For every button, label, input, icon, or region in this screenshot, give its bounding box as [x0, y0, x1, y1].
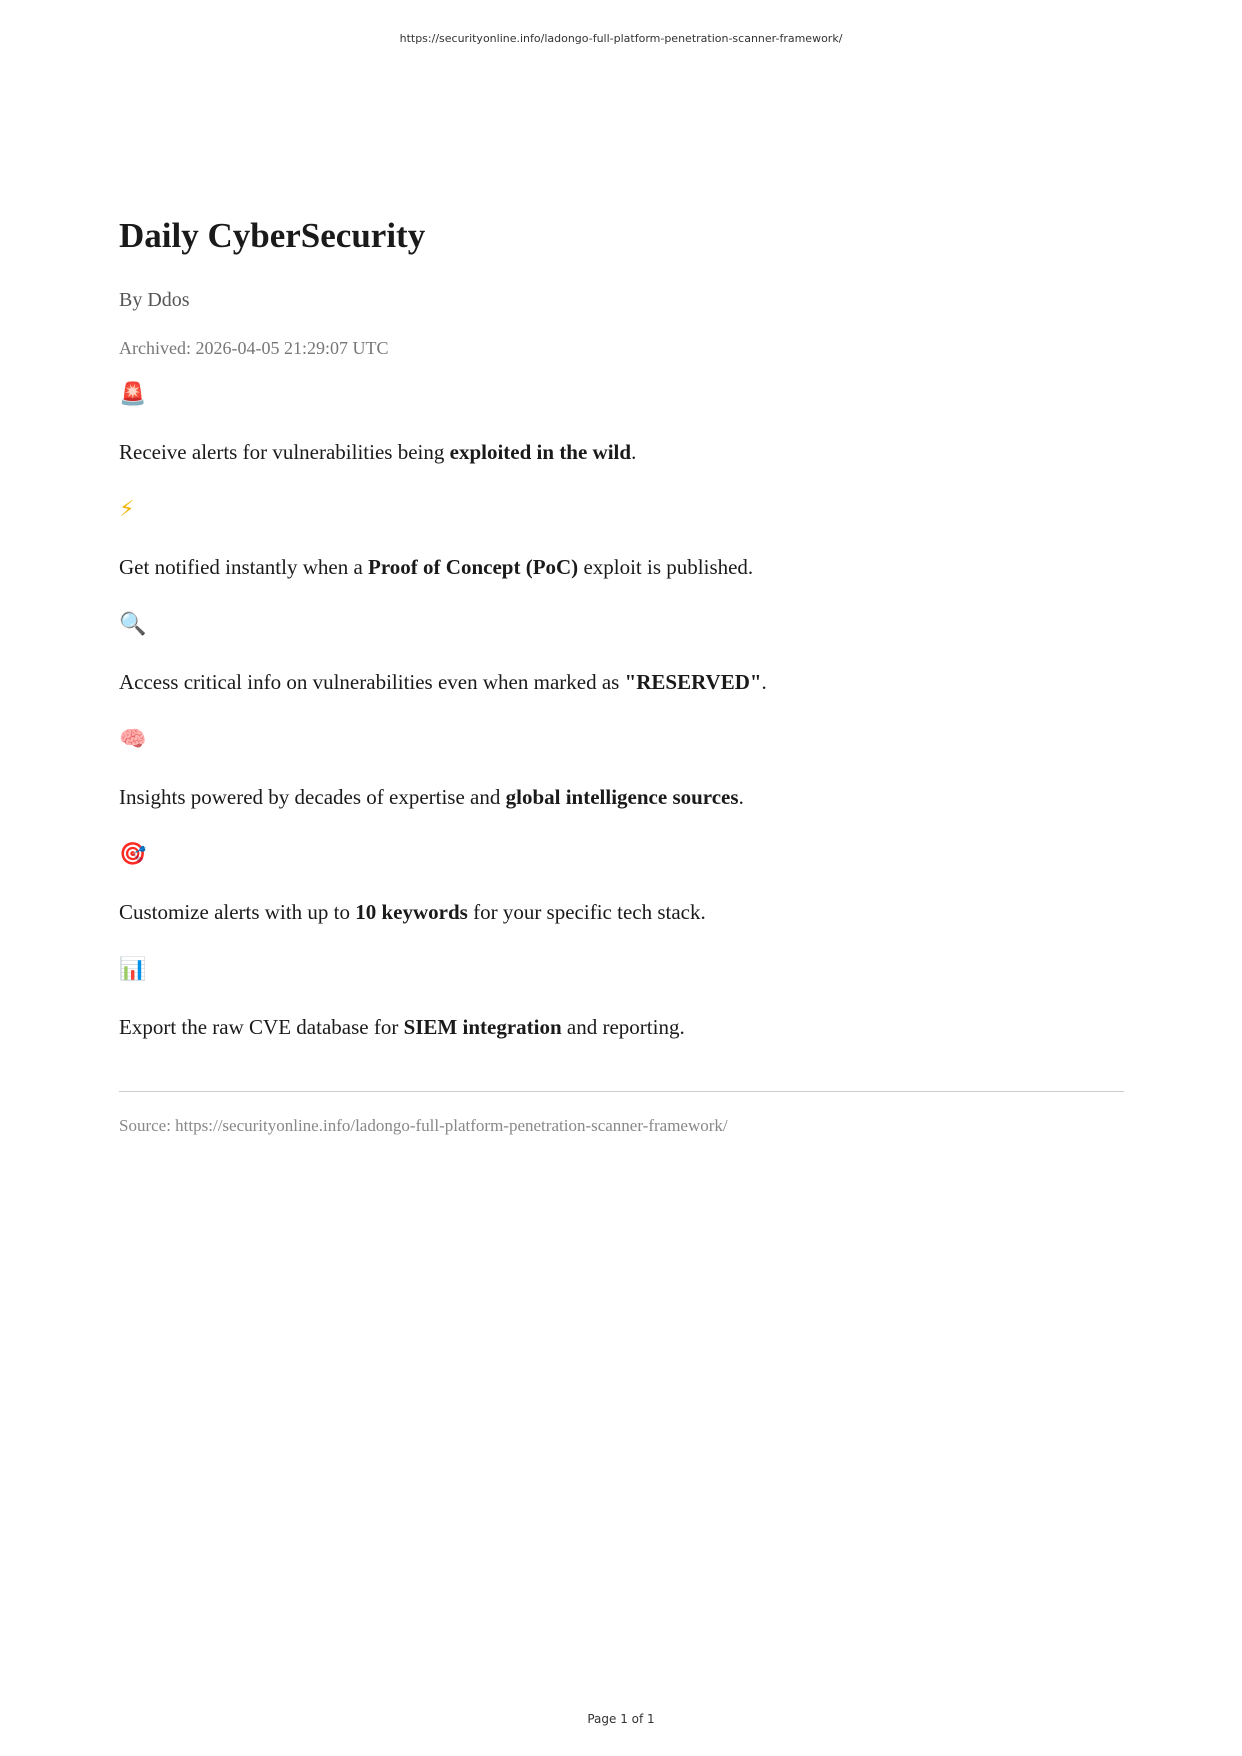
- source-link[interactable]: Source: https://securityonline.info/ladongo-full-platform-penetration-scanner-framework/: [119, 1116, 728, 1135]
- magnifying-glass-icon: 🔍: [119, 612, 147, 637]
- brain-icon: 🧠: [119, 727, 147, 752]
- feature-item: [119, 841, 1124, 926]
- target-icon: 🎯: [119, 842, 147, 867]
- divider: [119, 1091, 1124, 1092]
- feature-text: Export the raw CVE database for SIEM integration and reporting.: [119, 1015, 685, 1039]
- feature-item: [119, 611, 1124, 696]
- feature-text: Get notified instantly when a Proof of Concept (PoC) exploit is published.: [119, 555, 754, 579]
- author-byline: By Ddos: [119, 289, 190, 311]
- feature-text: Customize alerts with up to 10 keywords for your specific tech stack.: [119, 900, 706, 924]
- lightning-bolt-icon: ⚡: [119, 497, 135, 522]
- siren-icon: 🚨: [119, 382, 147, 407]
- page-title: Daily CyberSecurity: [119, 216, 426, 255]
- feature-text: Receive alerts for vulnerabilities being exploited in the wild.: [119, 440, 637, 464]
- feature-item: [119, 381, 1124, 466]
- feature-text: Insights powered by decades of expertise and global intelligence sources.: [119, 785, 744, 809]
- print-header-url: https://securityonline.info/ladongo-full-platform-penetration-scanner-framework/: [399, 32, 843, 45]
- page-number: Page 1 of 1: [587, 1712, 655, 1726]
- feature-item: [119, 956, 1124, 1041]
- feature-item: [119, 726, 1124, 811]
- feature-item: [119, 496, 1124, 581]
- feature-text: Access critical info on vulnerabilities even when marked as "RESERVED".: [119, 670, 767, 694]
- archived-timestamp: Archived: 2026-04-05 21:29:07 UTC: [119, 338, 389, 358]
- article-content: [119, 210, 1124, 1138]
- bar-chart-icon: 📊: [119, 957, 147, 982]
- feature-list: [119, 381, 1124, 1041]
